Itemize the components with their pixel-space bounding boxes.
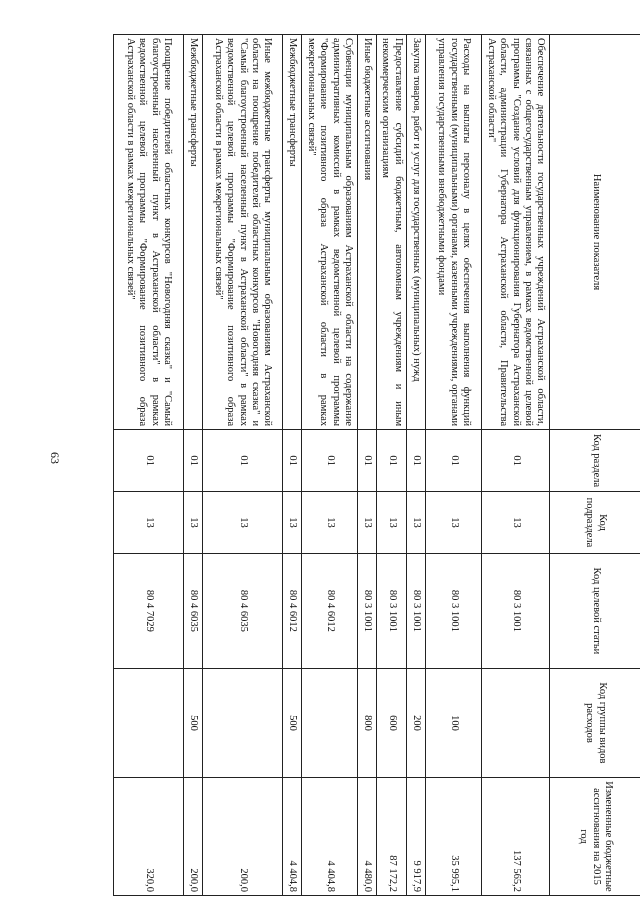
row-group: 200 <box>407 668 426 777</box>
table-row <box>377 35 407 896</box>
row-subsection: 13 <box>377 492 407 554</box>
page-number: 63 <box>48 452 62 464</box>
row-group: 800 <box>358 668 377 777</box>
row-name: Расходы на выплаты персоналу в целях обеспечения выполнения функций государственными (муниципальными) органами, казенными учреждениями, органами управления государственными внебюджетными фондами <box>426 35 482 430</box>
row-target: 80 4 6012 <box>302 553 358 668</box>
row-group: 500 <box>184 668 203 777</box>
row-name: Межбюджетные трансферты <box>283 35 302 430</box>
row-section: 01 <box>426 430 482 492</box>
header-target: Код целевой статьи <box>550 553 640 668</box>
row-amount: 137 565,2 <box>482 778 550 896</box>
row-section: 01 <box>302 430 358 492</box>
row-name: Субвенции муниципальным образованиям Астраханской области на содержание административных комиссий в рамках ведомственной целевой программы "Формирование позитивного образа Астраханской области в рамках межрегиональных связей" <box>302 35 358 430</box>
row-target: 80 3 1001 <box>426 553 482 668</box>
row-subsection: 13 <box>482 492 550 554</box>
row-section: 01 <box>482 430 550 492</box>
row-subsection: 13 <box>426 492 482 554</box>
row-amount: 35 995,1 <box>426 778 482 896</box>
row-name: Поощрение победителей областных конкурсов "Новогодняя сказка" и "Самый благоустроенный населенный пункт в Астраханской области" в рамках ведомственной целевой программы "Формирование позитивного образа Астраханской области в рамках межрегиональных связей" <box>114 35 184 430</box>
row-subsection: 13 <box>283 492 302 554</box>
row-group: 500 <box>283 668 302 777</box>
row-target: 80 3 1001 <box>407 553 426 668</box>
row-name: Иные межбюджетные трансферты муниципальным образованиям Астраханской области на поощрение победителей областных конкурсов "Новогодняя сказка" и "Самый благоустроенный населенный пункт в Астраханской области" в рамках ведомственной целевой программы "Формирование позитивного образа Астраханской области в рамках межрегиональных связей" <box>203 35 283 430</box>
row-subsection: 13 <box>302 492 358 554</box>
row-target: 80 3 1001 <box>482 553 550 668</box>
row-name: Межбюджетные трансферты <box>184 35 203 430</box>
budget-table <box>113 34 640 896</box>
table-row <box>358 35 377 896</box>
row-amount: 4 404,8 <box>283 778 302 896</box>
row-subsection: 13 <box>184 492 203 554</box>
table-row <box>482 35 550 896</box>
row-section: 01 <box>377 430 407 492</box>
row-amount: 200,0 <box>203 778 283 896</box>
row-amount: 4 480,0 <box>358 778 377 896</box>
header-amount: Измененные бюджетные ассигнования на 2015 год <box>550 778 640 896</box>
header-section: Код раздела <box>550 430 640 492</box>
header-name: Наименование показателя <box>550 35 640 430</box>
budget-table-rotated <box>125 34 640 896</box>
row-section: 01 <box>203 430 283 492</box>
row-group <box>482 668 550 777</box>
table-header-row <box>550 35 640 896</box>
row-amount: 87 172,2 <box>377 778 407 896</box>
row-target: 80 4 6035 <box>203 553 283 668</box>
row-group <box>302 668 358 777</box>
row-name: Закупка товаров, работ и услуг для государственных (муниципальных) нужд <box>407 35 426 430</box>
table-row <box>426 35 482 896</box>
row-section: 01 <box>184 430 203 492</box>
row-section: 01 <box>283 430 302 492</box>
table-row <box>407 35 426 896</box>
table-row <box>114 35 184 896</box>
row-subsection: 13 <box>114 492 184 554</box>
header-subsection: Код подраздела <box>550 492 640 554</box>
row-amount: 9 917,9 <box>407 778 426 896</box>
row-amount: 320,0 <box>114 778 184 896</box>
row-group: 100 <box>426 668 482 777</box>
row-group <box>114 668 184 777</box>
row-target: 80 3 1001 <box>377 553 407 668</box>
row-target: 80 4 6012 <box>283 553 302 668</box>
row-group <box>203 668 283 777</box>
row-group: 600 <box>377 668 407 777</box>
row-name: Обеспечение деятельности государственных учреждений Астраханской области, связанных с общегосударственным управлением, в рамках ведомственной целевой программы "Создание условий для функционирования Губернатора Астраханской области, администрации Губернатора Астраханской области, Правительства Астраханской области" <box>482 35 550 430</box>
row-subsection: 13 <box>358 492 377 554</box>
table-row <box>302 35 358 896</box>
row-amount: 4 404,8 <box>302 778 358 896</box>
row-section: 01 <box>358 430 377 492</box>
table-row <box>203 35 283 896</box>
row-amount: 200,0 <box>184 778 203 896</box>
row-target: 80 3 1001 <box>358 553 377 668</box>
row-section: 01 <box>407 430 426 492</box>
row-target: 80 4 6035 <box>184 553 203 668</box>
row-target: 80 4 7029 <box>114 553 184 668</box>
table-row <box>184 35 203 896</box>
row-subsection: 13 <box>407 492 426 554</box>
table-row <box>283 35 302 896</box>
row-name: Иные бюджетные ассигнования <box>358 35 377 430</box>
row-subsection: 13 <box>203 492 283 554</box>
row-section: 01 <box>114 430 184 492</box>
header-group: Код группы видов расходов <box>550 668 640 777</box>
row-name: Предоставление субсидий бюджетным, автономным учреждениям и иным некоммерческим организациям <box>377 35 407 430</box>
